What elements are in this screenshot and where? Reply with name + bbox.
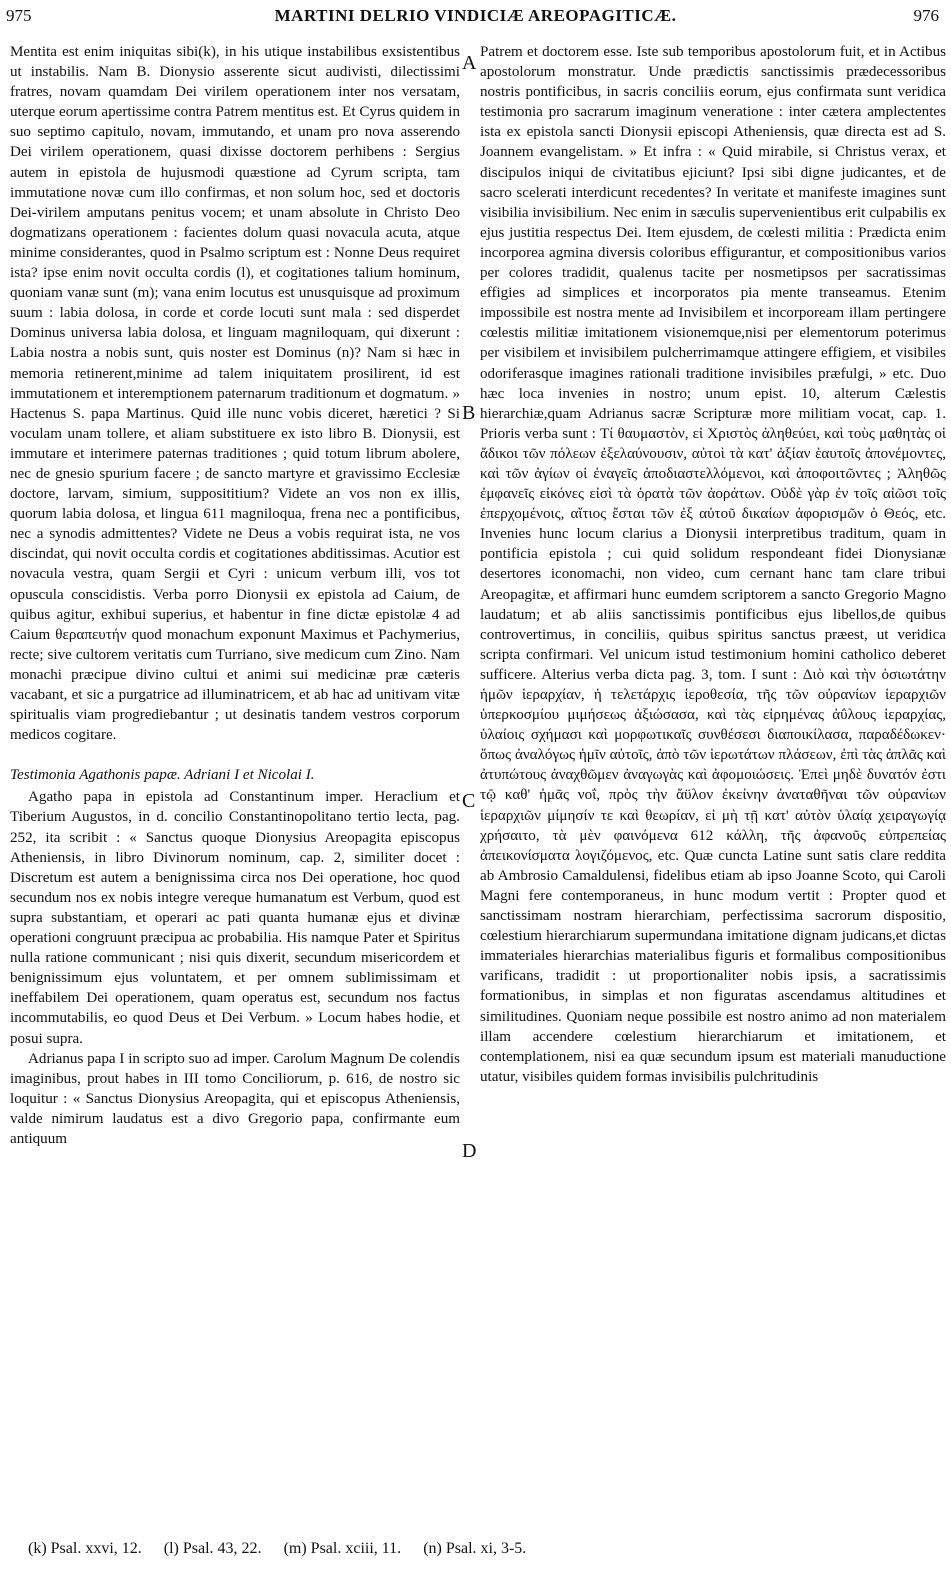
page-number-left: 975 (6, 6, 32, 25)
right-paragraph-1: Patrem et doctorem esse. Iste sub temporibus apostolorum fuit, et in Actibus apostolorum monstratur. Unde prædictis sanctissimis prædecessoribus nostris pontificibus, in sacris conciliis eorum, ejus confirmata sunt veridica testimonia pro sacrarum imaginum veneratione : inter cætera amplectentes ista ex epistola sancti Dionysii episcopi Atheniensis, quæ directa est ad S. Joannem evangelistam. » Et infra : « Quid mirabile, si Christus verax, et discipulos iniqui de civitatibus ejiciunt? Ipsi sibi digne judicantes, et de sacro scelerati interdicunt recedentes? In veritate et manifeste imagines sunt visibilia invisibilium. Nec enim in sæculis supervenientibus erit culpabilis ex ejus justitia respectus Dei. Item ejusdem, de cœlesti militia : Prædicta enim incorporea agmina diversis coloribus effigurantur, et compositionibus varios per colores tradidit, qualenus tacite per nosmetipsos per sacratissimas effigies ad simplices et incorporatos pia mente transeamus. Etenim impossibile est nostra mente ad Invisibilem et incorpoream illam pertingere cœlestis militiæ imitationem visionemque,nisi per elementorum poterimus per visibilem et invisibilem pulcherrimamque attingere effigiem, et visibiles odoriferasque imagines rationali traditione invisibiles præfulgi, » etc. Duo hæc loca invenies in nostro; unum epist. 10, alterum Cælestis hierarchiæ,quam Adrianus sacræ Scripturæ more militiam vocat, cap. 1. Prioris verba sunt : Τί θαυμαστὸν, εἰ Χριστὸς ἀληθεύει, καὶ τοὺς μαθητὰς οἱ ἄδικοι τῶν πόλεων ἐξελαύνουσιν, αὐτοὶ τὰ κατ' ἀξίαν ἑαυτοῖς ἀπονέμοντες, καὶ τῶν ἁγίων οἱ ἐναγεῖς ἀποδιαστελλόμενοι, καὶ ἀποφοιτῶντες ; Ἀληθῶς ἐμφανεῖς εἰκόνες εἰσὶ τὰ ὁρατὰ τῶν ἀοράτων. Οὐδὲ γὰρ ἐν τοῖς αἰῶσι τοῖς ἐπερχομένοις, αἴτιος ἔσται τῶν ἐξ αὐτοῦ δικαίων ἀφορισμῶν ὁ Θεός, etc. Invenies hunc locum clarius a Dionysii interpretibus traditum, quam in pontificia epistola ; cui quid solidum respondeant fidei Dionysianæ desertores iconomachi, non video, cum cernant hanc tam clare tribui Areopagitæ, et affirmari hunc eumdem scriptorem a sancto Gregorio Magno laudatum; et ab aliis sanctissimis pontificibus ejus libellos,de quibus controvertimus, in conciliis, quibus spiritus sanctus præest, ut veridica scripta confirmari. Vel unicum istud testimonium homini catholico deberet sufficere. Alterius verba dicta pag. 3, tom. I sunt : Διὸ καὶ τὴν ὁσιωτάτην ἡμῶν ἱεραρχίαν, ἡ τελετάρχις ἱεροθεσία, τῆς τῶν οὐρανίων ἱεραρχιῶν ὑπερκοσμίου μιμήσεως ἀξιώσασα, καὶ τὰς εἰρημένας ἀΰλους ἱεραρχίας, ὑλαίοις σχήμασι καὶ μορφωτικαῖς συνθέσεσι διαποικίλασα, παραδέδωκεν· ὅπως ἀναλόγως ἡμῖν αὐτοῖς, ἀπὸ τῶν ἱερωτάτων πλάσεων, ἐπὶ τὰς ἁπλᾶς καὶ ἀτυπώτους ἀναχθῶμεν ἀναγωγὰς καὶ ἀφομοιώσεις. Ἐπεὶ μηδὲ δυνατόν ἐστι τῷ καθ' ἡμᾶς νοΐ, πρὸς τὴν ἄϋλον ἐκείνην ἀναταθῆναι τῶν οὐρανίων ἱεραρχιῶν μίμησίν τε καὶ θεωρίαν, εἰ μὴ τῇ κατ' αὐτὸν ὑλαίᾳ χειραγωγίᾳ χρήσαιτο, τὰ μὲν φαινόμενα 612 κάλλη, τῆς ἀφανοῦς εὐπρεπείας ἀπεικονίσματα λογιζόμενος, etc. Quæ cuncta Latine sunt satis clare reddita ab Ambrosio Camaldulensi, fidelibus etiam ab ipso Joanne Scoto, qui Caroli Magni fere contemporaneus, in hunc modum vertit : Propter quod et sanctissimam nostram hierarchiam, perfectissima sacrorum dispositio, cœlestium hierarchiarum supermundana imitatione dignam judicans,et dictas immateriales hierarchias materialibus figuris et formalibus compositionibus varificans, tradidit : ut proportionaliter nobis ipsis, a sacratissimis formationibus, in simplas et non figuratas ascendamus altitudines et similitudines. Quoniam neque possibile est nostro animo ad non materialem illam accendere cœlestium hierarchiarum et imitationem, et contemplationem, nisi ea quæ secundum ipsum est materiali manuductione utatur, visibiles quidem formas invisibilis pulchritudinis (480, 44, 946, 1085)
footnote-k: (k) Psal. xxvi, 12. (28, 1540, 142, 1557)
page-number-right: 976 (913, 6, 939, 25)
footnote-l: (l) Psal. 43, 22. (163, 1540, 262, 1557)
right-column (480, 42, 946, 1087)
left-paragraph-2: Agatho papa in epistola ad Constantinum imper. Heraclium et Tiberium Augustos, in d. concilio Constantinopolitano tertio lecta, pag. 252, ita scribit : « Sanctus quoque Dionysius Areopagita episcopus Atheniensis, in libro Divinorum nominum, cap. 2, similiter docet : Discretum est autem a benignissima circa nos Dei operatione, hoc quod secundum nos ex nobis integre vereque humanatum est Verbum, quod est supra substantiam, et operari ac pati quanta humanæ ejus et divinæ operationi congruunt præcipua ac probabilia. His namque Pater et Spiritus nulla ratione communicant ; nisi quis dixerit, secundum misericordem et benignissimum ejus voluntatem, et per omnem sublimissimam et ineffabilem Dei operationem, quam operatus est, secundum nos factus incommutabilis, eo quod Deus et Dei Verbum. » Locum habes hodie, et posui supra. (10, 789, 460, 1047)
margin-letter-b: B (462, 402, 476, 424)
footnotes (28, 1540, 544, 1558)
footnote-n: (n) Psal. xi, 3-5. (423, 1540, 527, 1557)
margin-letter-c: C (462, 790, 476, 812)
section-heading: Testimonia Agathonis papæ. Adriani I et Nicolai I. (10, 767, 315, 784)
left-paragraph-3: Adrianus papa I in scripto suo ad imper. Carolum Magnum De colendis imaginibus, prout habes in III tomo Conciliorum, p. 616, de nostro sic loquitur : « Sanctus Dionysius Areopagita, qui et episcopus Atheniensis, valde nimirum laudatus est a divo Gregorio papa, confirmante eum antiquum (10, 1050, 460, 1147)
margin-letter-d: D (462, 1140, 477, 1162)
running-title: MARTINI DELRIO VINDICIÆ AREOPAGITICÆ. (274, 6, 677, 25)
left-paragraph-1: Mentita est enim iniquitas sibi(k), in his utique instabilibus exsistentibus ut instabilis. Nam B. Dionysio asserente sicut audivisti, dilectissimi fratres, novam quamdam Dei virilem operationem inter nos versatam, uterque eorum apertissime contra Patrem mentitus est. Et Cyrus quidem in suo septimo capitulo, novam, immutando, et unam pro nova asserendo Dei virilem operationem, quasi dixisse doctorem perhibens : Sergius autem in epistola de hujusmodi quæstione ad Cyrum scripta, tam immutatione novæ cum illo confirmas, et non solum hoc, sed et doctoris Dei-virilem amputans penitus vocem; et unam absolute in Christo Deo dogmatizans operationem : facientes dolum quasi novacula acuta, atque minime considerantes, quod in Psalmo scriptum est : Nonne Deus requiret ista? ipse enim novit occulta cordis (l), et cogitationes talium hominum, quoniam vanæ sunt (m); vana enim locutus est unusquisque ad proximum suum : labia dolosa, in corde et corde locuti sunt mala : sed disperdet Dominus universa labia dolosa, et linguam magniloquam, qui dixerunt : Labia nostra a nobis sunt, quis noster est Dominus (n)? Nam si hæc in memoria retinerent,minime ad talem iniquitatem prosilirent, id est immutationem et interemptionem paternarum traditionum et dogmatum. » Hactenus S. papa Martinus. Quid ille nunc vobis diceret, hæretici ? Si voculam unam tollere, et aliam substituere ex isto libro B. Dionysii, est immutare et interimere paternas traditiones ; quid totum librum abolere, nec de gnesio spurium facere ; de sancto martyre et gravissimo Ecclesiæ doctore, larvam, simium, supposititium? Videte an vos non ex illis, quorum labia dolosa, et lingua 611 magniloqua, frena nec a pontificibus, nec a synodis admittentes? Videte ne Deus a vobis requirat ista, ne vos discindat, qui novit occulta cordis et cogitationes abditissimas. Acutior est novacula vestra, quam Sergii et Cyri : unicum verbum illi, vos tot opuscula conscidistis. Verba porro Dionysii ex epistola ad Caium, de quibus agitur, exhibui superius, et habentur in fine dictæ epistolæ 4 ad Caium θεραπευτήν quod monachum exponunt Maximus et Pachymerius, recte; sive cultorem veritatis cum Turriano, sive medicum cum Zino. Nam monachi præcipue divino cultui et animi sui medicinæ præ cæteris vacabant, et sic a purgatrice ad illuminatricem, et ab hac ad unitivam vitæ spiritualis viam progrediebantur ; ut desinatis tandem vestros corporum medicos cogitare. (10, 44, 460, 744)
left-column (10, 42, 460, 1149)
margin-letter-a: A (462, 52, 477, 74)
footnote-m: (m) Psal. xciii, 11. (283, 1540, 402, 1557)
page-header (0, 0, 951, 30)
